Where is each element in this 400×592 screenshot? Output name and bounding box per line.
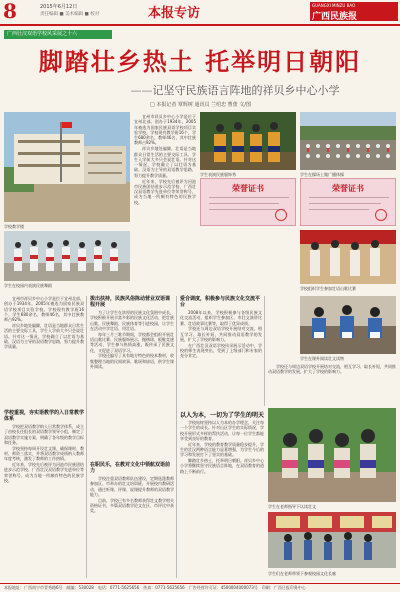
- column-divider: [86, 296, 87, 578]
- section-heading-1: 学校重视，夯实语教学的入日常教学体系: [4, 410, 85, 422]
- subheadline-text: 记坚守民族语言阵地的祥贝乡中心小学: [152, 84, 340, 97]
- photo-student-performance: [4, 231, 130, 281]
- seal-icon: [275, 209, 287, 221]
- column-divider: [176, 296, 177, 578]
- headline: 脚踏壮乡热土 托举明日朝阳: [38, 47, 362, 76]
- column-1-text: 宜州市祥贝乡中心小学是位于宜州北部、创办于1934年，2005年被选为国家民族双语学校项目实验学校。学校现有教学班16个，学生680余名，教师46名，其中壮族教师占92%。 祥贝乡地处偏僻，壮语是当地群众日常生活的主要交际工具，学生入学前大多只会说壮语。针对这一情况，学校确立了以壮语为基础、汉语为主导的双语教学思路，努力提升教学质量。: [4, 296, 84, 350]
- photo-caption-6: 学生在课外阅读壮文读物: [300, 356, 344, 361]
- header-rule: [0, 24, 400, 26]
- column-2-section-text: 学校注重双语教师队伍建设，定期选派教师参加区、市举办的壮文培训班，开展校内教研活动，通过听课、评课、说课提升教师的双语教学能力。 目前，学校已有多名教师获得壮文教学相关资格证书，多篇双语教学论文在区、市评比中获奖。: [90, 476, 174, 514]
- section-heading-4: 爱合调度，积极参与民族文化交流平台: [180, 296, 261, 308]
- photo-culture-corridor: [268, 512, 396, 568]
- subheadline: [80, 82, 390, 98]
- masthead-logo-en: GUANGXI MINZU BAO: [312, 3, 356, 8]
- byline: □ 本报记者 覃辉树 通讯员 兰绍忠 曹蕾 文/图: [150, 102, 251, 108]
- series-tag: 广西壮汉双语学校风采展之十六: [4, 30, 112, 39]
- editor-line: 责任编辑 ■ 美术编辑 ■ 校对: [40, 12, 100, 17]
- section-heading-5: 以人为本，一切为了学生的明天: [180, 412, 265, 419]
- photo-caption-3: 学生表演民族服饰秀: [200, 172, 236, 177]
- page-footer: 本报地址：广西南宁市青秀路6号 邮编：530028 电话：0771-5625656 传真：0771-5625656 广告经营许可证：4500004000073号 印刷：广西日报印务中心: [0, 583, 400, 592]
- photo-children-learning: [268, 408, 396, 502]
- issue-date: 2015年6月12日: [40, 4, 78, 10]
- column-divider: [264, 296, 265, 406]
- column-3-text: 2008年以来，学校积极参与各级民族文化交流活动，组织学生参加区、市壮文演讲比赛、壮语故事比赛等，取得了优异成绩。 学校还与周边双语学校开展结对交流，相互学习、取长补短，共同推动双语教学的发展，扩大了学校的影响力。 在广西壮汉双语学校风采展示活动中，学校的师生表现突出，受到了上级部门和专家的充分肯定。: [180, 310, 262, 359]
- photo-costume-show: [200, 112, 296, 170]
- masthead-logo-cn: 广西民族报: [312, 12, 358, 22]
- section-heading-3: 在职民乐，在教对文化中领航双语前力: [90, 462, 171, 474]
- photo-caption-7: 学生在老师指导下认读壮文: [268, 504, 316, 509]
- column-1-section-text: 学校把双语教学纳入日常教学体系，成立了由校长任组长的双语教学领导小组，制定了双语教学实施方案，明确了各年级的教学目标和任务。 学校坚持每周开设壮文课，确保课时、教材、师资三落实，并将双语教学成绩纳入教师年度考核，激发了教师的工作热情。 近年来，学校先后被评为河池市民族团结进步示范学校、广西壮汉双语教学先进单位等荣誉称号，成为当地一所颇有特色的民族学校。: [4, 424, 84, 483]
- photo-caption-2: 学生在校园内表演民族舞蹈: [4, 283, 52, 288]
- page-header: [0, 0, 400, 24]
- certificate-1: [200, 178, 296, 226]
- masthead-logo: [310, 2, 398, 21]
- column-3-section-text: 学校始终坚持以人为本的办学理念，关注每一个学生的成长。针对山区学生的实际情况，学校开展形式多样的帮扶活动，让每一位学生都能享受到良好的教育。 近年来，学校的教育教学质量稳步提升，学生的壮汉两种语言能力显著增强，为学生今后的学习和发展打下了坚实的基础。 脚踏壮乡热土，托举明日朝阳。祥贝乡中心小学将继续坚守民族语言阵地，在双语教育的道路上不断前行。: [180, 420, 264, 474]
- photo-caption-5: 学校组织学生参加壮语山歌比赛: [300, 286, 356, 291]
- photo-caption-1: 学校教学楼: [4, 224, 24, 229]
- photo-reading: [300, 296, 396, 354]
- certificate-2-title: 荣誉证书: [332, 183, 364, 193]
- section-heading-2: 拨出扶持，民族风俗陈动营业双语课程开展: [90, 296, 171, 308]
- certificate-2: [300, 178, 396, 226]
- photo-school-building: [4, 112, 130, 222]
- subheadline-dash: ——: [130, 84, 153, 97]
- photo-caption-4: 学生在操场上做广播体操: [300, 172, 344, 177]
- intro-column: 宜州市祥贝乡中心小学是位于宜州北部、创办于1934年，2005年被选为国家民族双语学校项目实验学校。学校现有教学班16个，学生680余名，教师46名，其中壮族教师占92%。 祥贝乡地处偏僻，壮语是当地群众日常生活的主要交际工具，学生入学前大多只会说壮语。针对这一情况，学校确立了以壮语为基础、汉语为主导的双语教学思路，努力提升教学质量。 近年来，学校先后被评为河池市民族团结进步示范学校、广西壮汉双语教学先进单位等荣誉称号，成为当地一所颇有特色的民族学校。: [134, 114, 196, 205]
- certificate-1-title: 荣誉证书: [232, 183, 264, 193]
- column-2-text: 为了让学生在浓厚的民族文化氛围中成长，学校积极开展丰富多彩的民族文化活动，把壮族山歌、民族舞蹈、民族体育等引进校园，让学生在活动中学壮语、用壮语。 每年三月三歌节期间，学校都会组织开展壮语山歌比赛、民族服饰展示、抛绣球、板鞋竞速等活动，学生参与热情高涨，既传承了民族文化，又促进了双语学习。 学校还编写了具有地方特色的校本教材，收集整理当地的民间故事、歌谣和谚语，供学生课外阅读。: [90, 310, 174, 369]
- column-4-text: 学校还与周边双语学校开展结对交流，相互学习、取长补短，共同推动双语教学的发展，扩大了学校的影响力。: [268, 364, 396, 375]
- seal-icon: [375, 209, 387, 221]
- page-number: 8: [3, 0, 17, 23]
- section-title: 本报专访: [148, 6, 201, 21]
- photo-playground: [300, 112, 396, 170]
- photo-singing-contest: [300, 230, 396, 284]
- photo-caption-8: 学生们在老师带领下参观校园文化长廊: [268, 571, 336, 576]
